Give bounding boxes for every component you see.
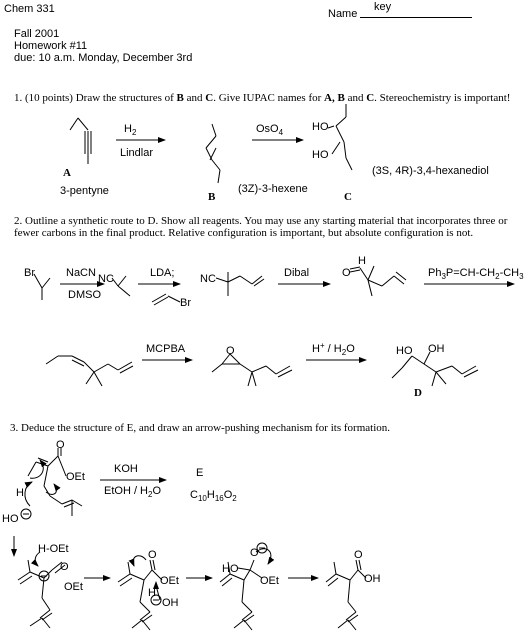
enolate-o: O	[60, 561, 69, 573]
step3-ho: HO	[222, 563, 239, 575]
d-oh: OH	[428, 343, 445, 355]
molecule-D	[392, 352, 478, 386]
reagent-acid: $H^+ / H_2O$	[312, 341, 355, 357]
br-label-1: Br	[24, 267, 35, 279]
hydroxide: HO	[2, 513, 19, 525]
reagent-dibal: Dibal	[284, 267, 310, 279]
epoxide-o: O	[226, 345, 235, 357]
nc-label-2: NC	[200, 273, 216, 285]
molecule-A	[70, 118, 91, 164]
ester-oet: OEt	[66, 471, 85, 483]
enolate	[18, 552, 65, 628]
o-label: O	[342, 267, 351, 279]
reagent-koh: KOH	[114, 463, 138, 475]
name-A: 3-pentyne	[60, 185, 109, 197]
allyl-bromide	[152, 294, 180, 305]
alpha-h: H	[16, 487, 24, 499]
formula-E: $C_{10}H_{16}O_2$	[190, 489, 237, 503]
reagent-nacn: NaCN	[66, 267, 96, 279]
isopropyl-bromide	[34, 274, 50, 300]
name-C: (3S, 4R)-3,4-hexanediol	[372, 165, 489, 177]
reagent-mcpba: MCPBA	[146, 343, 186, 355]
ester-o: O	[56, 439, 65, 451]
name-B: (3Z)-3-hexene	[238, 183, 308, 195]
name-value: key	[374, 1, 392, 13]
molecule-C	[328, 104, 352, 170]
br-label-2: Br	[180, 297, 191, 309]
acid-o: O	[354, 549, 363, 561]
course-title: Chem 331	[4, 3, 55, 15]
h-oet: H-OEt	[38, 543, 69, 555]
reagent-etoh: EtOH / $H_2O$	[104, 485, 162, 499]
acid-oh: OH	[364, 573, 381, 585]
oh-label-2: HO	[312, 149, 329, 161]
name-label: Name	[328, 8, 358, 20]
label-A: A	[63, 167, 71, 179]
step3-o: O	[250, 547, 259, 559]
step3-oet: OEt	[260, 575, 279, 587]
label-C: C	[344, 191, 352, 203]
step2-o: O	[148, 549, 157, 561]
product-E: E	[196, 467, 204, 479]
step2-oh: OH	[162, 597, 179, 609]
reagent-lda: LDA;	[150, 267, 175, 279]
nc-label-1: NC	[98, 273, 114, 285]
nitrile-1	[112, 276, 130, 296]
alkene-intermediate	[46, 356, 133, 386]
assignment: Homework #11	[14, 40, 88, 52]
label-D: D	[414, 387, 422, 399]
question-2: 2. Outline a synthetic route to D. Show all reagents. You may use any starting material that incorporates three or fewer carbons in the final product. Relative configuration is important, but absolute configuration is not.	[14, 215, 508, 239]
reagent-h2: $H_2$	[124, 123, 137, 137]
step2-oet: OEt	[160, 575, 179, 587]
epoxide	[212, 354, 292, 386]
question-3: 3. Deduce the structure of E, and draw an arrow-pushing mechanism for its formation.	[10, 422, 390, 434]
question-1: 1. (10 points) Draw the structures of B and C. Give IUPAC names for A, B and C. Stereochemistry is important!	[14, 92, 511, 104]
acid-product	[326, 560, 366, 630]
h-label: H	[358, 255, 366, 267]
step2-h: H	[148, 587, 156, 599]
reagent-wittig: $Ph_3P=CH-CH_2-CH_3$	[428, 267, 524, 281]
term: Fall 2001	[14, 28, 60, 40]
reagent-oso4: OsO$_4$	[256, 123, 284, 137]
molecule-B	[206, 124, 220, 183]
tetrahedral-intermediate	[220, 549, 271, 630]
reagent-dmso: DMSO	[68, 289, 101, 301]
nitrile-2	[216, 272, 264, 296]
enolate-oet: OEt	[64, 581, 83, 593]
reagent-lindlar: Lindlar	[120, 147, 154, 159]
d-ho: HO	[396, 345, 413, 357]
due-date: due: 10 a.m. Monday, December 3rd	[14, 52, 193, 64]
label-B: B	[208, 191, 216, 203]
oh-label-1: HO	[312, 121, 329, 133]
aldehyde	[350, 266, 406, 296]
